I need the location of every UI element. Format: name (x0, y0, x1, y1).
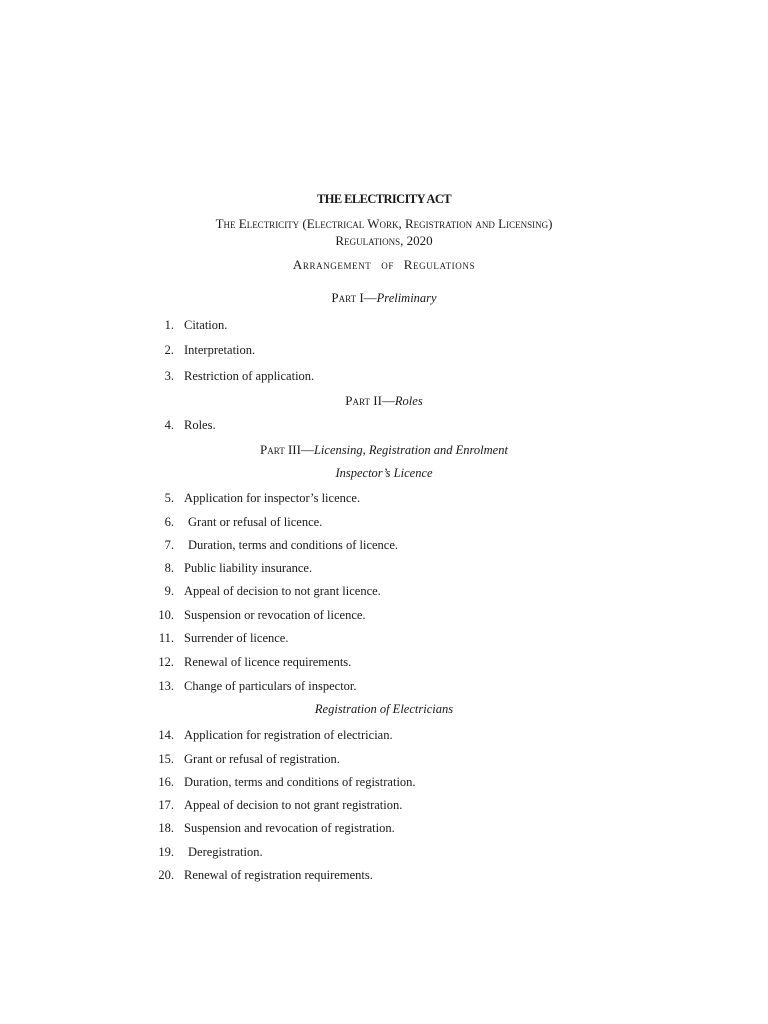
regulations-title-line2: Regulations, 2020 (335, 233, 433, 248)
subheading-registration-electricians: Registration of Electricians (314, 702, 454, 716)
item-text: Grant or refusal of registration. (184, 752, 340, 766)
list-item (0, 582, 768, 600)
list-item (0, 843, 768, 861)
list-item (0, 416, 768, 434)
part3-title: Licensing, Registration and Enrolment (313, 443, 508, 457)
item-text: Citation. (184, 318, 228, 332)
arrangement-heading: Arrangement of Regulations (292, 257, 476, 272)
part3-prefix: Part III— (260, 442, 314, 457)
item-number: 11. (158, 631, 174, 645)
part2-prefix: Part II— (345, 393, 395, 408)
list-item (0, 559, 768, 577)
part2-heading (0, 392, 768, 410)
item-text: Suspension and revocation of registration. (184, 821, 395, 835)
part1-heading (0, 289, 768, 307)
list-item (0, 819, 768, 837)
item-text: Appeal of decision to not grant licence. (184, 584, 381, 598)
item-text: Duration, terms and conditions of licence. (188, 538, 399, 552)
list-item (0, 726, 768, 744)
regulations-title-line1: The Electricity (Electrical Work, Registration and Licensing) (215, 216, 553, 231)
item-number: 4. (164, 418, 174, 432)
item-number: 20. (158, 868, 174, 882)
item-text: Application for inspector’s licence. (184, 491, 361, 505)
item-number: 19. (158, 845, 174, 859)
item-text: Grant or refusal of licence. (188, 515, 323, 529)
item-text: Renewal of registration requirements. (184, 868, 373, 882)
part3-heading (0, 441, 768, 459)
item-number: 9. (164, 584, 174, 598)
list-item (0, 677, 768, 695)
item-text: Suspension or revocation of licence. (184, 608, 366, 622)
list-item (0, 341, 768, 359)
list-item (0, 866, 768, 884)
list-item (0, 773, 768, 791)
subheading-inspector-licence: Inspector’s Licence (335, 466, 433, 480)
item-number: 6. (164, 515, 174, 529)
item-number: 10. (158, 608, 174, 622)
item-text: Interpretation. (184, 343, 256, 357)
item-number: 7. (164, 538, 174, 552)
item-number: 12. (158, 655, 174, 669)
list-item (0, 653, 768, 671)
item-number: 17. (158, 798, 174, 812)
item-number: 3. (164, 369, 174, 383)
list-item (0, 367, 768, 385)
list-item (0, 629, 768, 647)
part1-title: Preliminary (376, 291, 437, 305)
part1-prefix: Part I— (331, 290, 377, 305)
item-text: Deregistration. (188, 845, 263, 859)
part2-title: Roles (394, 394, 423, 408)
item-text: Appeal of decision to not grant registration. (184, 798, 403, 812)
item-text: Surrender of licence. (184, 631, 289, 645)
item-number: 16. (158, 775, 174, 789)
item-number: 13. (158, 679, 174, 693)
list-item (0, 606, 768, 624)
item-number: 8. (164, 561, 174, 575)
list-item (0, 750, 768, 768)
list-item (0, 316, 768, 334)
act-title: THE ELECTRICITY ACT (316, 192, 451, 206)
item-text: Renewal of licence requirements. (184, 655, 352, 669)
list-item (0, 796, 768, 814)
item-text: Change of particulars of inspector. (184, 679, 357, 693)
item-number: 5. (164, 491, 174, 505)
item-number: 14. (158, 728, 174, 742)
item-text: Roles. (184, 418, 216, 432)
item-number: 1. (164, 318, 174, 332)
item-text: Restriction of application. (184, 369, 315, 383)
item-number: 18. (158, 821, 174, 835)
list-item (0, 536, 768, 554)
item-text: Public liability insurance. (184, 561, 313, 575)
item-number: 15. (158, 752, 174, 766)
list-item (0, 513, 768, 531)
item-text: Application for registration of electrician. (184, 728, 393, 742)
item-text: Duration, terms and conditions of registration. (184, 775, 416, 789)
item-number: 2. (164, 343, 174, 357)
list-item (0, 489, 768, 507)
